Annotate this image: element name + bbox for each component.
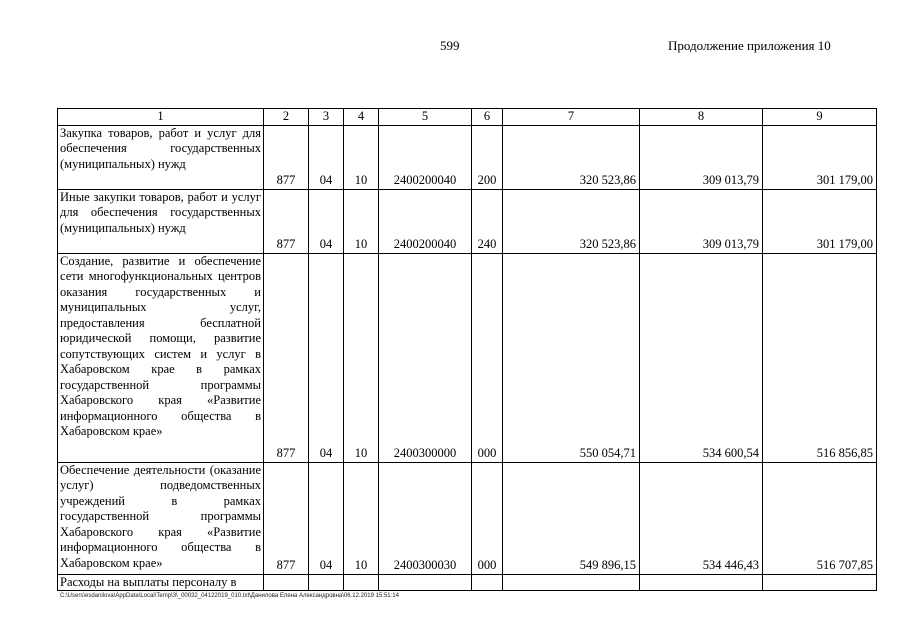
subsection-code: 10 (344, 253, 379, 462)
empty-cell (344, 574, 379, 591)
empty-cell (264, 574, 309, 591)
expense-type-code: 000 (472, 253, 503, 462)
column-header: 6 (472, 109, 503, 126)
amount-year-3: 516 707,85 (763, 462, 877, 574)
section-code: 04 (309, 125, 344, 189)
table-row (58, 125, 877, 189)
section-code: 04 (309, 253, 344, 462)
amount-year-1: 320 523,86 (503, 125, 640, 189)
target-code: 2400200040 (379, 125, 472, 189)
column-header: 4 (344, 109, 379, 126)
amount-year-1: 549 896,15 (503, 462, 640, 574)
table-header-row (58, 109, 877, 126)
column-header: 2 (264, 109, 309, 126)
column-header: 3 (309, 109, 344, 126)
ministry-code: 877 (264, 253, 309, 462)
expense-type-code: 240 (472, 189, 503, 253)
column-header: 8 (640, 109, 763, 126)
column-header: 7 (503, 109, 640, 126)
amount-year-3: 516 856,85 (763, 253, 877, 462)
expense-name: Создание, развитие и обеспечение сети многофункциональных центров оказания государственных и муниципальных услуг, предоставления бесплатной юридической помощи, развитие сопутствующих систем и услуг в Хабаровском крае в рамках государственной программы Хабаровского края «Развитие информационного общества в Хабаровском крае» (58, 253, 264, 462)
expense-name: Обеспечение деятельности (оказание услуг) подведомственных учреждений в рамках государственной программы Хабаровского края «Развитие информационного общества в Хабаровском крае» (58, 462, 264, 574)
ministry-code: 877 (264, 189, 309, 253)
amount-year-1: 320 523,86 (503, 189, 640, 253)
target-code: 2400200040 (379, 189, 472, 253)
amount-year-1: 550 054,71 (503, 253, 640, 462)
expense-type-code: 200 (472, 125, 503, 189)
file-path-footer: C:\Users\esdanilova\AppData\Local\Temp\3\_00032_04122019_010.txt\Данилова Елена Александровна\06.12.2019 15:51:14 (60, 593, 399, 599)
ministry-code: 877 (264, 462, 309, 574)
amount-year-3: 301 179,00 (763, 125, 877, 189)
table-row (58, 574, 877, 591)
budget-table (57, 108, 877, 591)
subsection-code: 10 (344, 125, 379, 189)
amount-year-2: 309 013,79 (640, 189, 763, 253)
empty-cell (503, 574, 640, 591)
empty-cell (640, 574, 763, 591)
amount-year-3: 301 179,00 (763, 189, 877, 253)
expense-name: Расходы на выплаты персоналу в (58, 574, 264, 591)
section-code: 04 (309, 462, 344, 574)
subsection-code: 10 (344, 462, 379, 574)
page-number: 599 (440, 38, 460, 53)
appendix-note: Продолжение приложения 10 (668, 38, 831, 53)
amount-year-2: 534 446,43 (640, 462, 763, 574)
column-header: 1 (58, 109, 264, 126)
amount-year-2: 309 013,79 (640, 125, 763, 189)
target-code: 2400300000 (379, 253, 472, 462)
ministry-code: 877 (264, 125, 309, 189)
expense-name: Иные закупки товаров, работ и услуг для обеспечения государственных (муниципальных) нужд (58, 189, 264, 253)
expense-name: Закупка товаров, работ и услуг для обеспечения государственных (муниципальных) нужд (58, 125, 264, 189)
empty-cell (472, 574, 503, 591)
target-code: 2400300030 (379, 462, 472, 574)
amount-year-2: 534 600,54 (640, 253, 763, 462)
table-row (58, 462, 877, 574)
empty-cell (309, 574, 344, 591)
expense-type-code: 000 (472, 462, 503, 574)
table-row (58, 189, 877, 253)
empty-cell (763, 574, 877, 591)
section-code: 04 (309, 189, 344, 253)
table-row (58, 253, 877, 462)
column-header: 9 (763, 109, 877, 126)
column-header: 5 (379, 109, 472, 126)
empty-cell (379, 574, 472, 591)
subsection-code: 10 (344, 189, 379, 253)
